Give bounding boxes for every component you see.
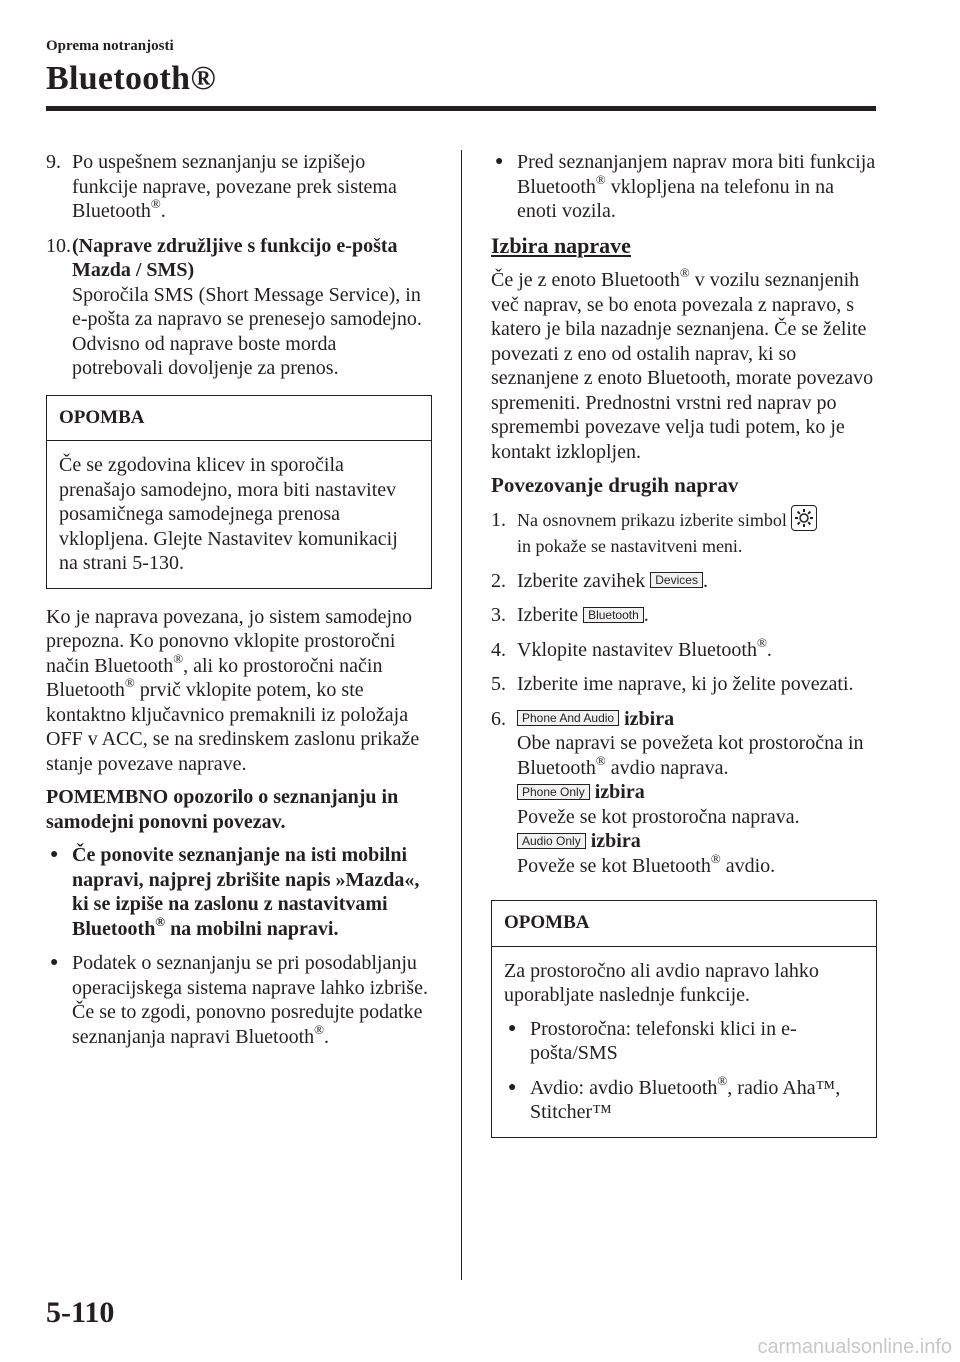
bullet-item [491,150,877,224]
bluetooth-button: Bluetooth [583,607,644,623]
bullet-icon: ● [495,154,504,169]
step-4 [491,635,877,663]
phone-and-audio-button: Phone And Audio [517,710,619,726]
step-1 [491,508,877,559]
section-label: Oprema notranjosti [46,38,174,54]
registered-mark: ® [150,196,161,212]
bullet-text: Prostoročna: telefonski klici in e-pošta/SMS [530,1017,797,1065]
step-text: Izberite Bluetooth . [517,604,649,627]
item-description: Sporočila SMS (Short Message Service), in e-pošta za napravo se prenesejo samodejno. Odvisno od naprave boste morda potrebovali dovoljenje za prenos. [72,283,422,379]
watermark: carmanualsonline.info [757,1336,952,1358]
subheading-device-selection: Izbira naprave [491,232,631,258]
bullet-text: Če ponovite seznanjanje na isti mobilni napravi, najprej zbrišite napis »Mazda«, ki se izpiše na zaslonu z nastavitvami Bluetooth® na mobilni napravi. [72,844,420,940]
note-box [46,395,432,589]
step-text: Izberite ime naprave, ki jo želite povezati. [517,673,854,696]
list-text: Po uspešnem seznanjanju se izpišejo funkcije naprave, povezane prek sistema Bluetooth®. [72,151,397,222]
list-item-9 [46,150,432,224]
list-number: 10. [46,234,71,257]
bullet-text: Pred seznanjanjem naprav mora biti funkcija Bluetooth® vklopljena na telefonu in na enoti vozila. [517,151,876,222]
step-text: Na osnovnem prikazu izberite simbol in pokaže se nastavitveni meni. [517,508,877,559]
step-text: Vklopite nastavitev Bluetooth®. [517,635,772,661]
note-box [491,900,877,1138]
step-number: 4. [491,638,506,661]
warning-heading: POMEMBNO opozorilo o seznanjanju in samodejni ponovni povezav. [46,786,399,833]
step-2 [491,569,877,594]
header-rule [46,106,876,111]
page-number: 5-110 [46,1296,115,1329]
list-text [72,234,432,381]
step-text: Phone And Audio izbira Obe napravi se povežeta kot prostoročna in Bluetooth® avdio naprava. Phone Only izbira Poveže se kot prostoročna naprava. Audio Only izbira Poveže se kot Bluetooth® avdio. [517,707,864,877]
bullet-icon: ● [508,1020,517,1036]
step-number: 1. [491,508,506,531]
step-text: Izberite zavihek Devices . [517,569,708,592]
note-title: OPOMBA [47,396,431,442]
phone-only-button: Phone Only [517,784,590,800]
bullet-item [504,1017,864,1066]
step-5 [491,672,877,697]
subheading-connect-devices: Povezovanje drugih naprav [491,473,739,497]
note-content [492,947,876,1137]
bullet-item [46,843,432,941]
column-divider [461,150,462,1280]
note-intro: Za prostoročno ali avdio napravo lahko uporabljate naslednje funkcije. [504,959,819,1007]
selection-paragraph: Če je z enoto Bluetooth® v vozilu seznanjenih več naprav, se bo enota povezala z napravo, s katero je bila nazadnje seznanjena. Če se želite povezati z eno od ostalih naprav, ki so seznanjene z enoto Bluetooth, morate povezavo spremeniti. Prednostni vrstni red naprav po spremembi povezave velja tudi potem, ko je kontakt izklopljen. [491,265,874,463]
step-number: 6. [491,707,506,730]
list-number: 9. [46,151,61,173]
list-item-10 [46,234,432,381]
bullet-text: Podatek o seznanjanju se pri posodabljanju operacijskega sistema naprave lahko izbriše. Če se to zgodi, ponovno posredujte podatke seznanjanja napravi Bluetooth®. [72,952,428,1048]
bullet-icon: ● [50,847,59,862]
connection-paragraph: Ko je naprava povezana, jo sistem samodejno prepozna. Ko ponovno vklopite prostoročni način Bluetooth®, ali ko prostoročni način Bluetooth® prvič vklopite potem, ko ste kontaktno ključavnico premaknili iz položaja OFF v ACC, se na sredinskem zaslonu prikaže stanje povezave naprave. [46,605,420,775]
item-title: (Naprave združljive s funkcijo e-pošta Mazda / SMS) [72,234,398,281]
step-number: 2. [491,569,506,592]
left-column [46,150,432,1059]
right-column [491,150,877,1154]
note-title: OPOMBA [492,901,876,947]
step-3 [491,603,877,628]
bullet-icon: ● [50,955,59,970]
bullet-item [504,1073,864,1125]
audio-only-button: Audio Only [517,833,586,849]
step-6 [491,707,877,879]
gear-icon [791,505,817,531]
note-text: Če se zgodovina klicev in sporočila prenašajo samodejno, mora biti nastavitev posamičnega samodejnega prenosa vklopljena. Glejte Nastavitev komunikacij na strani 5-130. [59,454,398,574]
bullet-item [46,951,432,1049]
step-number: 3. [491,604,506,627]
devices-tab-button: Devices [650,572,703,588]
bullet-text: Avdio: avdio Bluetooth®, radio Aha™, Stitcher™ [530,1073,841,1124]
page-title: Bluetooth® [46,60,217,97]
bullet-icon: ● [508,1079,517,1095]
step-number: 5. [491,673,506,696]
